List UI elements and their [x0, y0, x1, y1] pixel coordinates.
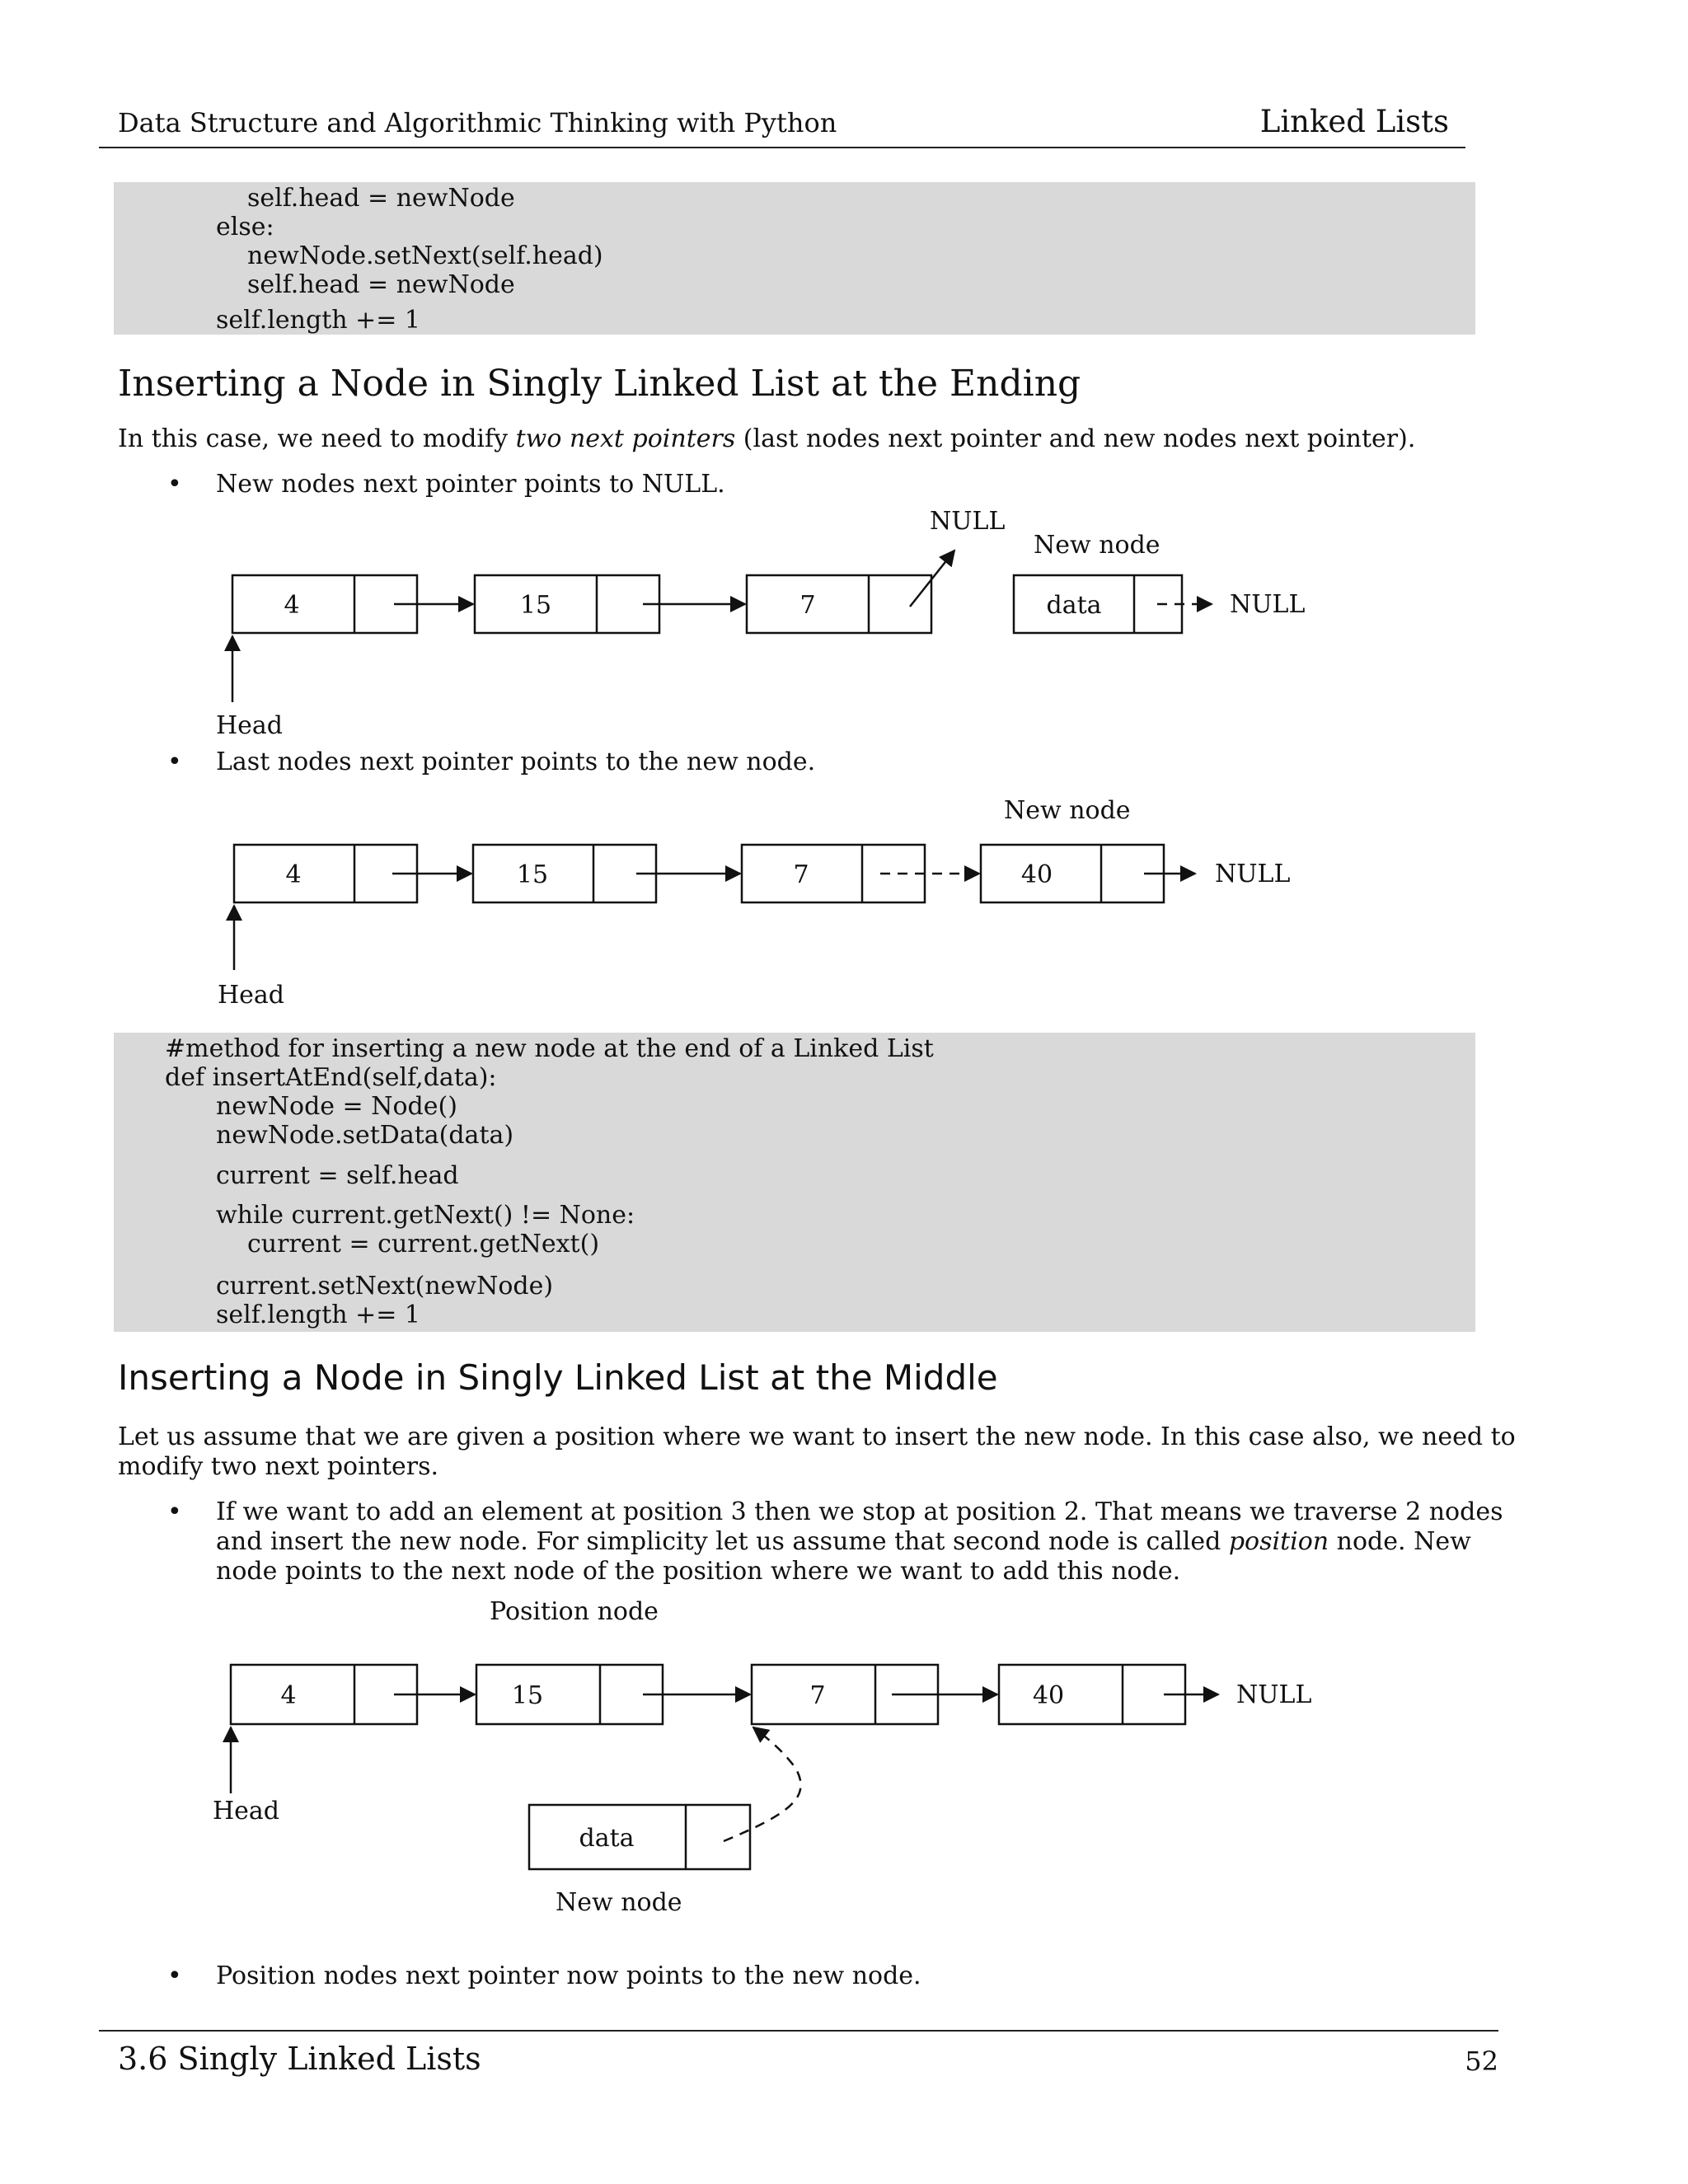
- code-line: self.length += 1: [216, 306, 420, 335]
- node-value: 7: [793, 860, 809, 889]
- list-node: [473, 845, 656, 902]
- bullet-dot: •: [167, 748, 182, 776]
- diagram-insert-middle: [0, 1599, 1688, 1945]
- code-line: while current.getNext() != None:: [216, 1201, 635, 1230]
- list-node: [742, 845, 925, 902]
- head-label: Head: [216, 711, 284, 740]
- section-ending-intro: In this case, we need to modify two next pointers (last nodes next pointer and new nodes next pointer).: [118, 424, 1416, 453]
- node-value: 40: [1020, 860, 1053, 889]
- new-node: [981, 845, 1164, 902]
- bullet-new-node-null: New nodes next pointer points to NULL.: [216, 470, 725, 499]
- null-label: NULL: [1230, 590, 1306, 619]
- diagram-new-node-null: [0, 494, 1688, 742]
- node-value: 15: [519, 591, 552, 620]
- node-value: 4: [285, 860, 302, 889]
- new-node: [529, 1805, 750, 1869]
- node-value: 7: [799, 591, 816, 620]
- code-block-top: [114, 182, 1475, 335]
- chapter-title: Linked Lists: [1259, 104, 1449, 139]
- position-node-label: Position node: [490, 1599, 659, 1626]
- list-node: [475, 575, 659, 633]
- code-line: newNode.setNext(self.head): [247, 241, 603, 270]
- section-title-ending: Inserting a Node in Singly Linked List at the Ending: [118, 363, 1081, 405]
- code-block-insert-at-end: [114, 1033, 1475, 1332]
- bullet-dot: •: [167, 1497, 182, 1526]
- list-node: [232, 575, 417, 633]
- list-node: [747, 575, 931, 633]
- node-value: 4: [284, 591, 300, 620]
- new-node-label: New node: [1034, 531, 1160, 560]
- node-value: 15: [511, 1681, 544, 1710]
- emphasis-two-next-pointers: two next pointers: [515, 424, 736, 453]
- new-node-label: New node: [1004, 796, 1131, 825]
- code-line: current.setNext(newNode): [216, 1272, 554, 1301]
- list-node: [231, 1665, 417, 1724]
- code-line: self.head = newNode: [247, 184, 515, 213]
- book-title: Data Structure and Algorithmic Thinking with Python: [118, 107, 837, 138]
- footer-section: 3.6 Singly Linked Lists: [118, 2041, 481, 2077]
- code-line: #method for inserting a new node at the end of a Linked List: [165, 1034, 934, 1063]
- page-number: 52: [1465, 2046, 1498, 2077]
- position-node: [476, 1665, 663, 1724]
- null-label: NULL: [1236, 1680, 1312, 1709]
- section-middle-intro: Let us assume that we are given a position where we want to insert the new node. In this case also, we need to modify two next pointers.: [118, 1422, 1516, 1481]
- new-node-label: New node: [556, 1888, 682, 1917]
- bullet-dot: •: [167, 470, 182, 499]
- node-value: 7: [809, 1681, 826, 1710]
- null-label: NULL: [1215, 860, 1291, 888]
- code-line: self.head = newNode: [247, 270, 515, 299]
- code-line: else:: [216, 213, 274, 241]
- code-line: newNode.setData(data): [216, 1121, 514, 1150]
- code-line: def insertAtEnd(self,data):: [165, 1063, 497, 1092]
- node-value: 4: [280, 1681, 297, 1710]
- footer-rule: [99, 2030, 1498, 2032]
- list-node: [999, 1665, 1185, 1724]
- null-label: NULL: [930, 507, 1006, 536]
- list-node: [234, 845, 417, 902]
- head-label: Head: [213, 1797, 280, 1825]
- bullet-insert-at-position: If we want to add an element at position 3 then we stop at position 2. That means we traverse 2 nodes and insert the new node. For simplicity let us assume that second node is called position node. New node points to the next node of the position where we want to add this node.: [216, 1497, 1503, 1586]
- node-value: 15: [516, 860, 549, 889]
- section-title-middle: Inserting a Node in Singly Linked List at the Middle: [118, 1357, 998, 1398]
- node-value: 40: [1032, 1681, 1065, 1710]
- code-line: self.length += 1: [216, 1301, 420, 1329]
- code-line: newNode = Node(): [216, 1092, 457, 1121]
- bullet-position-node-points-new: Position nodes next pointer now points to the new node.: [216, 1961, 921, 1990]
- new-node-value: data: [579, 1824, 635, 1853]
- bullet-dot: •: [167, 1961, 182, 1990]
- code-line: current = self.head: [216, 1161, 459, 1190]
- bullet-last-node-points-new: Last nodes next pointer points to the new node.: [216, 748, 816, 776]
- dashed-new-node-arrow: [724, 1727, 801, 1841]
- head-label: Head: [218, 981, 285, 1010]
- header-rule: [99, 147, 1465, 148]
- diagram-last-node-to-new: [0, 787, 1688, 1018]
- emphasis-position: position: [1228, 1527, 1329, 1556]
- code-line: current = current.getNext(): [247, 1230, 600, 1258]
- new-node-value: data: [1046, 591, 1102, 620]
